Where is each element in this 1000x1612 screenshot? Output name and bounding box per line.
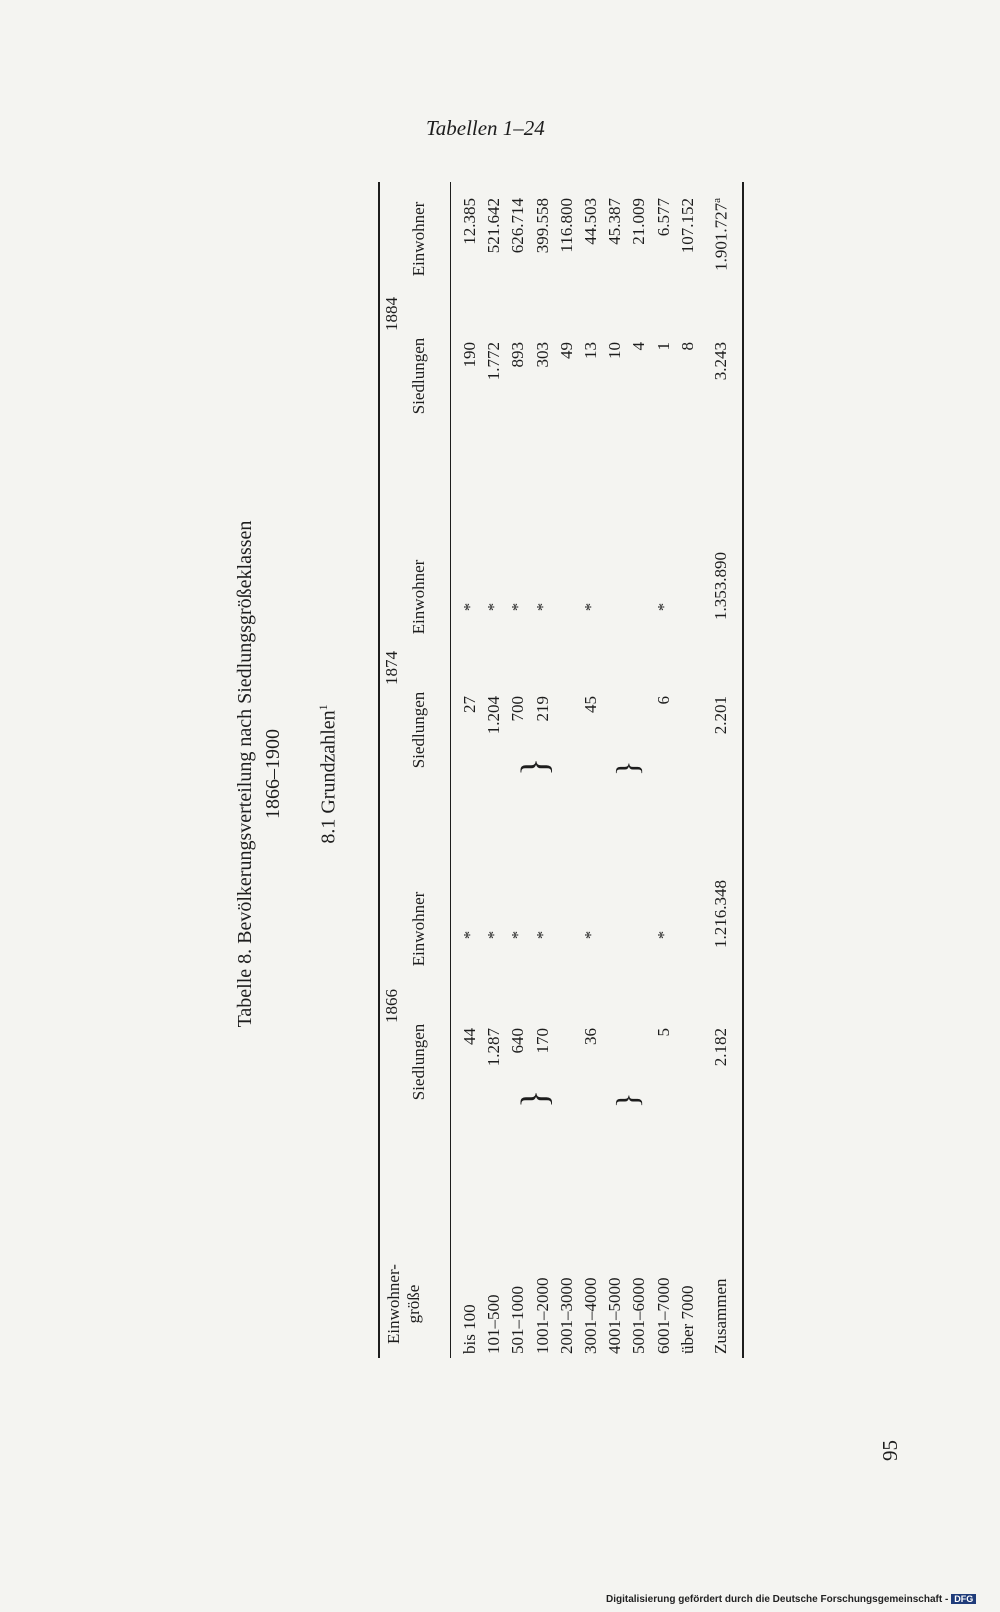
- header-size-class-line2: größe: [404, 1284, 423, 1324]
- cell-s1866: 5: [653, 1028, 673, 1037]
- cell-e1884: 107.152: [677, 198, 697, 254]
- cell-e1866: *: [653, 930, 673, 940]
- cell-e1866: *: [484, 930, 504, 940]
- table-subtitle-text: 8.1 Grundzahlen: [317, 710, 340, 844]
- cell-size: 3001–4000: [581, 1277, 600, 1354]
- cell-s1884: 10: [605, 342, 625, 359]
- table-subtitle: [316, 184, 341, 1364]
- cell-s1874: 1.204: [484, 696, 504, 735]
- cell-e1866: *: [532, 930, 552, 940]
- total-s1874: 2.201: [711, 696, 730, 735]
- header-year-1884: 1884: [382, 297, 401, 331]
- table-subtitle-footnote-mark: 1: [316, 704, 330, 711]
- cell-e1884: 6.577: [653, 198, 673, 237]
- cell-e1884: 21.009: [629, 198, 649, 245]
- header-size-class-line1: Einwohner-: [384, 1264, 403, 1344]
- cell-s1884: 893: [508, 342, 528, 368]
- cell-e1874: *: [508, 602, 528, 612]
- header-siedlungen-1874: Siedlungen: [409, 691, 428, 769]
- total-e1884-value: 1.901.727: [711, 202, 731, 271]
- cell-size: 5001–6000: [629, 1277, 649, 1354]
- header-siedlungen-1866: Siedlungen: [409, 1023, 428, 1101]
- cell-e1866: *: [581, 930, 600, 940]
- total-e1874: 1.353.890: [711, 552, 730, 620]
- cell-e1874: *: [532, 602, 552, 612]
- cell-s1874: 700: [508, 696, 528, 722]
- table-top-rule: [378, 182, 380, 1358]
- cell-s1866: 640: [508, 1028, 528, 1054]
- cell-s1874: 27: [460, 696, 479, 713]
- cell-s1866: 44: [460, 1028, 479, 1045]
- dfg-logo: DFG: [951, 1594, 976, 1604]
- cell-e1884: 44.503: [581, 198, 600, 245]
- table-years: 1866–1900: [262, 729, 284, 819]
- cell-size: 4001–5000: [605, 1277, 625, 1354]
- cell-s1866: 170: [532, 1028, 552, 1054]
- total-s1884: 3.243: [711, 342, 730, 381]
- table-header-rule: [450, 182, 451, 1358]
- cell-s1884: 303: [532, 342, 552, 368]
- cell-s1884: 8: [677, 342, 697, 351]
- cell-e1884: 626.714: [508, 198, 528, 254]
- cell-s1884: 1.772: [484, 342, 504, 381]
- cell-e1884: 12.385: [460, 198, 479, 245]
- header-einwohner-1874: Einwohner: [409, 559, 428, 635]
- cell-s1866: 36: [581, 1028, 600, 1045]
- header-size-class: [384, 1254, 424, 1354]
- cell-s1884: 190: [460, 342, 479, 368]
- cell-e1874: *: [653, 602, 673, 612]
- cell-size: bis 100: [460, 1304, 479, 1354]
- rotated-table-page: [232, 184, 764, 1364]
- cell-s1884: 49: [556, 342, 576, 359]
- cell-e1884: 116.800: [556, 198, 576, 253]
- cell-e1874: *: [581, 602, 600, 612]
- cell-e1884: 399.558: [532, 198, 552, 254]
- total-e1866: 1.216.348: [711, 880, 730, 948]
- total-e1884-footnote-mark: a: [711, 198, 723, 203]
- header-year-1866: 1866: [382, 989, 401, 1023]
- table-bottom-rule: [742, 182, 744, 1358]
- cell-s1884: 4: [629, 342, 649, 351]
- cell-e1866: *: [460, 930, 479, 940]
- cell-s1884: 13: [581, 342, 600, 359]
- cell-e1884: 45.387: [605, 198, 625, 245]
- footer: [606, 1594, 976, 1605]
- cell-e1874: *: [460, 602, 479, 612]
- cell-s1884: 1: [653, 342, 673, 351]
- cell-size: 1001–2000: [532, 1277, 552, 1354]
- cell-e1884: 521.642: [484, 198, 504, 254]
- cell-e1874: *: [484, 602, 504, 612]
- brace-1874-2001-5000: }: [514, 757, 556, 776]
- brace-1866-5001-7000: }: [609, 1092, 645, 1108]
- table-title: Tabelle 8. Bevölkerungsverteilung nach Siedlungsgrößeklassen: [234, 520, 256, 1028]
- cell-s1874: 219: [532, 696, 552, 722]
- cell-s1866: 1.287: [484, 1028, 504, 1067]
- cell-size: 101–500: [484, 1294, 504, 1354]
- cell-s1874: 45: [581, 696, 600, 713]
- total-s1866: 2.182: [711, 1028, 730, 1067]
- header-siedlungen-1884: Siedlungen: [409, 337, 428, 415]
- cell-e1866: *: [508, 930, 528, 940]
- cell-size: 6001–7000: [653, 1277, 673, 1354]
- cell-size: 2001–3000: [556, 1277, 576, 1354]
- page-number: 95: [878, 1440, 902, 1461]
- cell-s1874: 6: [653, 696, 673, 705]
- running-head: Tabellen 1–24: [426, 116, 545, 140]
- header-einwohner-1884: Einwohner: [409, 201, 428, 277]
- footer-text: Digitalisierung gefördert durch die Deutsche Forschungsgemeinschaft -: [606, 1594, 949, 1605]
- total-e1884: [711, 198, 732, 314]
- cell-size: 501–1000: [508, 1286, 528, 1354]
- header-einwohner-1866: Einwohner: [409, 891, 428, 967]
- header-year-1874: 1874: [382, 651, 401, 685]
- brace-1874-5001-7000: }: [609, 760, 645, 776]
- brace-1866-2001-5000: }: [514, 1089, 556, 1108]
- cell-size: über 7000: [677, 1285, 697, 1354]
- total-label: Zusammen: [711, 1278, 730, 1354]
